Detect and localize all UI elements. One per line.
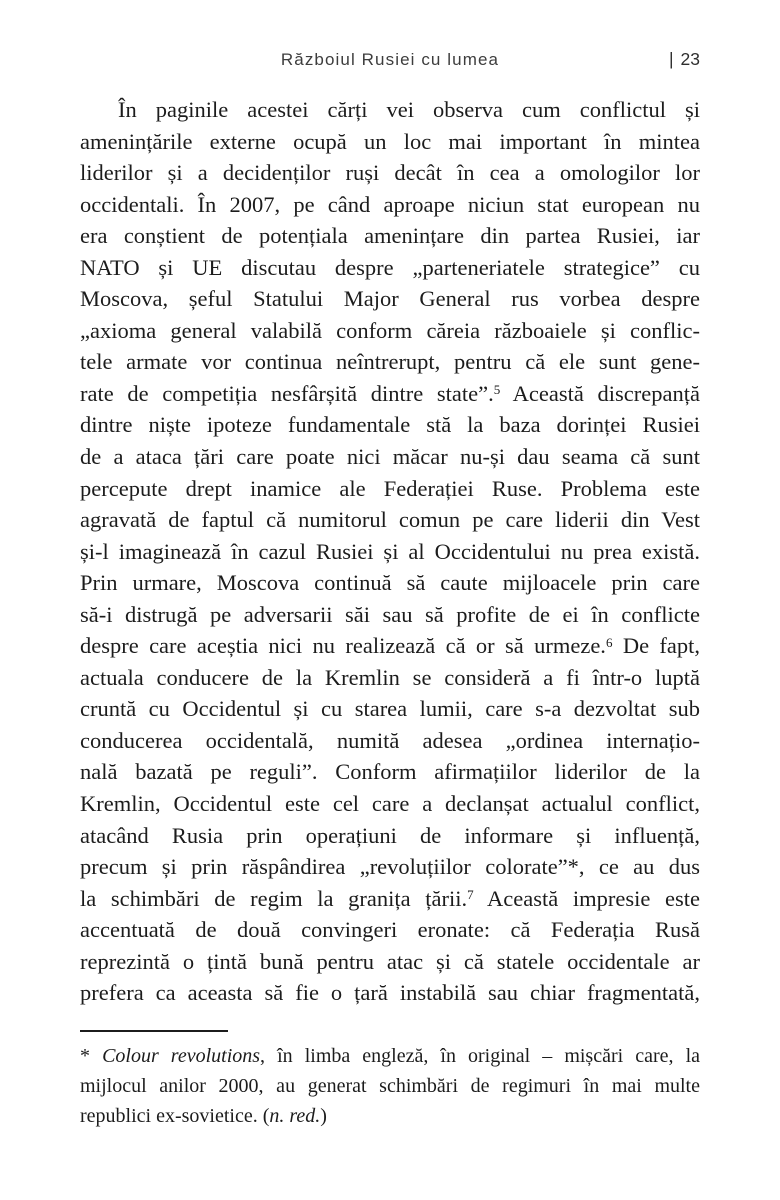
text-segment: occidentali. În 2007, pe când aproape niciun stat european nu (80, 191, 700, 217)
text-line (80, 820, 700, 852)
text-segment: Această impresie este (473, 885, 701, 911)
text-segment: dintre niște ipoteze fundamentale stă la baza dorinței Rusiei (80, 412, 700, 438)
text-line (80, 536, 700, 568)
text-line (80, 630, 700, 662)
text-segment: „axioma general valabilă conform căreia războaiele și conflic- (80, 317, 700, 343)
footnote-reference: 7 (467, 886, 474, 902)
text-segment: agravată de faptul că numitorul comun pe care liderii din Vest (80, 507, 700, 533)
text-segment: la schimbări de regim la granița țării. (80, 885, 468, 911)
text-segment: Această discrepanță (500, 380, 700, 406)
text-segment: republici ex-sovietice. ( (80, 1105, 270, 1127)
text-line (80, 567, 700, 599)
text-segment: , în limba engleză, în original – mișcări care, la (260, 1045, 701, 1067)
text-segment: despre care aceștia nici nu realizează că or să urmeze. (80, 633, 606, 659)
text-line (80, 252, 700, 284)
text-line (80, 504, 700, 536)
page-number (669, 49, 700, 70)
text-line (80, 94, 700, 126)
text-line (80, 283, 700, 315)
text-line (80, 378, 700, 410)
text-line (80, 346, 700, 378)
text-line (80, 883, 700, 915)
text-segment: mijlocul anilor 2000, au generat schimbări de regimuri în mai multe (80, 1075, 700, 1097)
footnote-reference: 5 (493, 382, 501, 398)
text-segment: amenințările externe ocupă un loc mai important în mintea (80, 128, 700, 154)
text-segment: Colour revolutions (102, 1045, 261, 1067)
text-line (80, 315, 700, 347)
text-line (80, 599, 700, 631)
page-header (80, 50, 700, 76)
text-segment: * (80, 1045, 103, 1067)
text-line (80, 1071, 700, 1101)
text-line (80, 946, 700, 978)
text-segment: Prin urmare, Moscova continuă să caute mijloacele prin care (80, 570, 700, 596)
text-segment: ) (320, 1105, 327, 1127)
text-line (80, 1041, 700, 1071)
text-segment: NATO și UE discutau despre „parteneriatele strategice” cu (80, 254, 700, 280)
footnote-reference: 6 (605, 634, 613, 650)
text-segment: tele armate vor continua neîntrerupt, pentru că ele sunt gene- (80, 349, 700, 375)
text-line (80, 914, 700, 946)
text-line (80, 473, 700, 505)
text-segment: percepute drept inamice ale Federației Ruse. Problema este (80, 475, 700, 501)
text-segment: Moscova, șeful Statului Major General rus vorbea despre (80, 286, 700, 312)
body-paragraph (80, 94, 700, 1009)
footnote-separator (80, 1030, 228, 1032)
text-line (80, 725, 700, 757)
text-segment: reprezintă o țintă bună pentru atac și că statele occidentale ar (80, 948, 700, 974)
text-segment: liderilor și a decidenților ruși decât în cea a omologilor lor (80, 160, 700, 186)
text-segment: De fapt, (612, 633, 701, 659)
text-segment: conducerea occidentală, numită adesea „ordinea internațio- (80, 727, 700, 753)
text-line (80, 1101, 700, 1131)
page-number-value: 23 (680, 49, 700, 69)
text-line (80, 409, 700, 441)
text-segment: accentuată de două convingeri eronate: că Federația Rusă (80, 917, 700, 943)
text-segment: să-i distrugă pe adversarii săi sau să profite de ei în conflicte (80, 601, 700, 627)
text-segment: atacând Rusia prin operațiuni de informare și influență, (80, 822, 700, 848)
text-segment: rate de competiția nesfârșită dintre state”. (80, 380, 494, 406)
text-line (80, 851, 700, 883)
text-segment: precum și prin răspândirea „revoluțiilor colorate”*, ce au dus (80, 854, 700, 880)
text-line (80, 662, 700, 694)
footnote (80, 1041, 700, 1131)
text-line (80, 126, 700, 158)
text-line (80, 977, 700, 1009)
text-line (80, 441, 700, 473)
text-segment: n. red. (269, 1105, 321, 1127)
text-segment: nală bazată pe reguli”. Conform afirmațiilor liderilor de la (80, 759, 700, 785)
page-number-divider: | (668, 49, 674, 69)
text-line (80, 756, 700, 788)
text-line (80, 189, 700, 221)
text-segment: era conștient de potențiala amenințare din partea Rusiei, iar (80, 223, 700, 249)
text-segment: prefera ca aceasta să fie o țară instabilă sau chiar fragmentată, (80, 980, 700, 1006)
text-line (80, 220, 700, 252)
text-segment: cruntă cu Occidentul și cu starea lumii, care s-a dezvoltat sub (80, 696, 700, 722)
text-segment: Kremlin, Occidentul este cel care a declanșat actualul conflict, (80, 791, 700, 817)
text-segment: de a ataca țări care poate nici măcar nu-și dau seama că sunt (80, 444, 700, 470)
text-line (80, 157, 700, 189)
text-line (80, 693, 700, 725)
text-segment: În paginile acestei cărți vei observa cum conflictul și (118, 97, 700, 122)
text-segment: și-l imaginează în cazul Rusiei și al Occidentului nu prea există. (80, 538, 700, 564)
text-segment: actuala conducere de la Kremlin se consideră a fi într-o luptă (80, 664, 700, 690)
running-head-title: Războiul Rusiei cu lumea (280, 50, 500, 69)
text-line (80, 788, 700, 820)
